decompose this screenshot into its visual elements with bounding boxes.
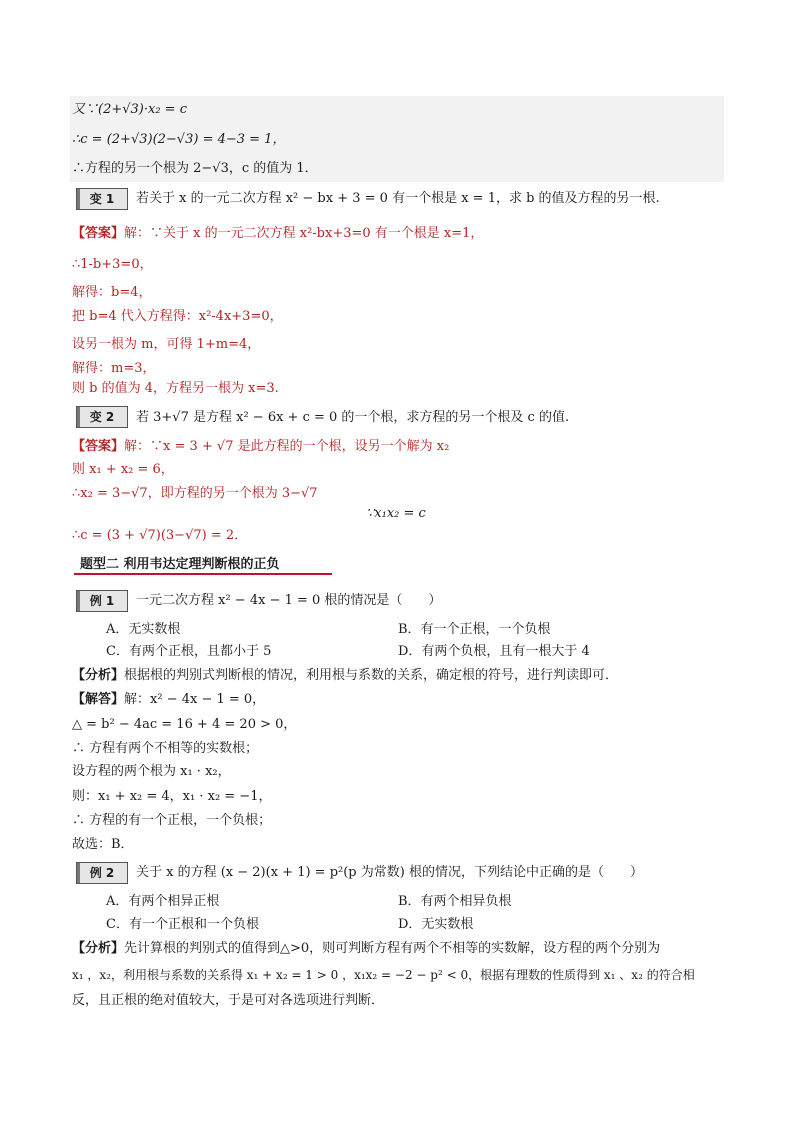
ex2-analysis-line-1 — [72, 940, 660, 958]
var1-answer-line-2: ∴1-b+3=0， — [72, 257, 153, 272]
ex2-option-a: A．有两个相异正根 — [106, 894, 220, 909]
var1-answer-line-7: 则 b 的值为 4，方程另一根为 x=3. — [72, 381, 279, 396]
ex2-analysis-text: 先计算根的判别式的值得到△>0，则可判断方程有两个不相等的实数解，设方程的两个分别为 — [124, 941, 661, 956]
ex1-question: 一元二次方程 x² − 4x − 1 = 0 根的情况是（ ） — [136, 593, 442, 608]
ex1-option-d: D．有两个负根，且有一根大于 4 — [398, 644, 590, 659]
ex2-option-d: D．无实数根 — [398, 917, 474, 932]
ex2-option-b: B．有两个相异负根 — [398, 894, 512, 909]
ex1-tag: 例 1 — [76, 590, 128, 612]
analysis-label: 【分析】 — [72, 668, 125, 683]
ex1-option-c: C．有两个正根，且都小于 5 — [106, 644, 272, 659]
var2-tag: 变 2 — [76, 406, 128, 428]
solution-label: 【解答】 — [72, 692, 125, 707]
ex2-analysis-line-2: x₁ ，x₂，利用根与系数的关系得 x₁ + x₂ = 1 > 0 ，x₁x₂ = −2 − p² < 0，根据有理数的性质得到 x₁ 、x₂ 的符合相 — [72, 968, 695, 982]
var1-answer-text: 解：∵关于 x 的一元二次方程 x²-bx+3=0 有一个根是 x=1， — [124, 226, 484, 241]
var1-answer-line-4: 把 b=4 代入方程得：x²-4x+3=0， — [72, 309, 283, 324]
ex1-solution-line-1 — [72, 691, 265, 709]
ex1-option-a: A．无实数根 — [106, 622, 181, 637]
ex2-tag: 例 2 — [76, 862, 128, 884]
answer-label: 【答案】 — [72, 226, 125, 241]
var1-answer-line-3: 解得：b=4， — [72, 285, 152, 300]
ex1-analysis-text: 根据根的判别式判断根的情况，利用根与系数的关系，确定根的符号，进行判读即可． — [124, 668, 619, 683]
var2-answer-line-5: ∴c = (3 + √7)(3−√7) = 2． — [72, 528, 248, 543]
section-title: 题型二 利用韦达定理判断根的正负 — [80, 557, 280, 572]
top-line-3: ∴方程的另一个根为 2−√3，c 的值为 1． — [72, 161, 318, 176]
var1-answer-line-1 — [72, 225, 483, 243]
var2-answer-line-4: ∵x₁x₂ = c — [366, 506, 426, 521]
var1-answer-line-6: 解得：m=3， — [72, 361, 156, 376]
ex1-analysis — [72, 667, 618, 685]
section-title-underline — [74, 573, 332, 575]
var1-answer-line-5: 设另一根为 m，可得 1+m=4， — [72, 337, 261, 352]
answer-label: 【答案】 — [72, 439, 125, 454]
ex1-solution-line-4: 设方程的两个根为 x₁ · x₂， — [72, 764, 231, 779]
ex1-solution-line-2: △ = b² − 4ac = 16 + 4 = 20 > 0， — [72, 717, 297, 732]
ex1-solution-line-7: 故选：B． — [72, 837, 134, 852]
top-line-1: 又∵(2+√3)·x₂ = c — [72, 102, 187, 117]
var2-question: 若 3+√7 是方程 x² − 6x + c = 0 的一个根，求方程的另一个根及 c 的值. — [136, 410, 570, 425]
var2-answer-line-3: ∴x₂ = 3−√7，即方程的另一个根为 3−√7 — [72, 486, 318, 501]
ex1-solution-line-5: 则：x₁ + x₂ = 4，x₁ · x₂ = −1， — [72, 789, 272, 804]
var1-question: 若关于 x 的一元二次方程 x² − bx + 3 = 0 有一个根是 x = 1，求 b 的值及方程的另一根. — [136, 191, 660, 206]
ex2-analysis-line-3: 反，且正根的绝对值较大，于是可对各选项进行判断． — [72, 993, 385, 1008]
ex2-option-c: C．有一个正根和一个负根 — [106, 917, 259, 932]
analysis-label: 【分析】 — [72, 941, 125, 956]
top-line-2: ∴c = (2+√3)(2−√3) = 4−3 = 1， — [72, 132, 286, 147]
ex2-question: 关于 x 的方程 (x − 2)(x + 1) = p²(p 为常数) 根的情况，下列结论中正确的是（ ） — [136, 865, 643, 880]
var2-answer-line-1 — [72, 438, 449, 456]
var2-answer-text: 解：∵x = 3 + √7 是此方程的一个根，设另一个解为 x₂ — [124, 439, 450, 454]
ex1-solution-line-6: ∴ 方程的有一个正根，一个负根； — [72, 813, 272, 828]
ex1-option-b: B．有一个正根，一个负根 — [398, 622, 551, 637]
ex1-solution-text: 解：x² − 4x − 1 = 0， — [124, 692, 266, 707]
var1-tag: 变 1 — [76, 188, 128, 210]
var2-answer-line-2: 则 x₁ + x₂ = 6， — [72, 462, 174, 477]
ex1-solution-line-3: ∴ 方程有两个不相等的实数根； — [72, 741, 259, 756]
